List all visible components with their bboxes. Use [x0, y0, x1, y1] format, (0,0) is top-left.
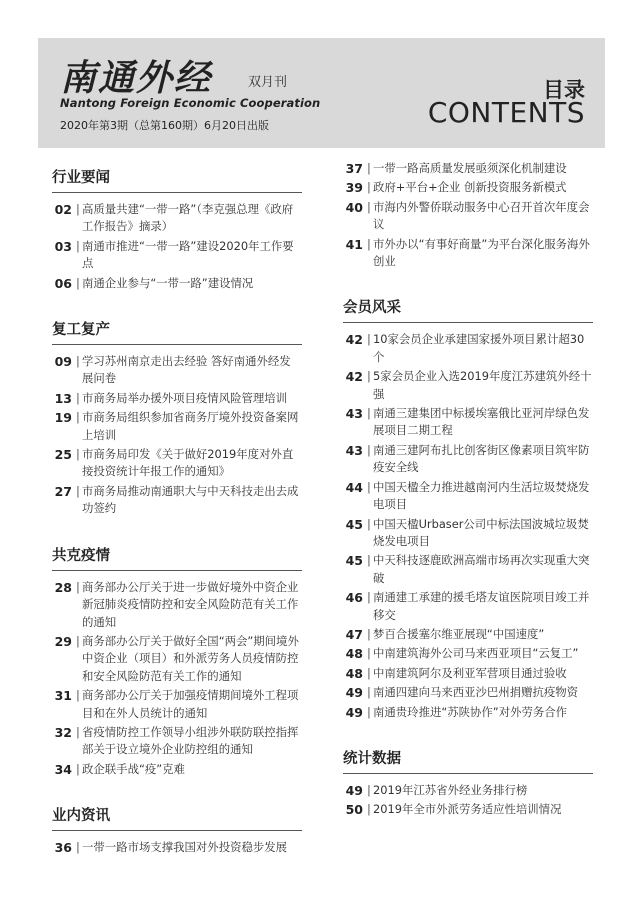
separator: | — [76, 761, 80, 776]
toc-entry[interactable] — [343, 479, 593, 514]
entry-title: 2019年全市外派劳务适应性培训情况 — [373, 802, 562, 817]
toc-entry[interactable] — [343, 665, 593, 682]
entry-title: 梦百合援塞尔维亚展现“中国速度” — [373, 626, 545, 641]
separator: | — [76, 483, 80, 498]
page-number: 27 — [54, 483, 72, 499]
entry-title: 学习苏州南京走出去经验 答好南通外经发展问卷 — [82, 354, 291, 386]
section-gap — [52, 294, 302, 312]
separator: | — [76, 724, 80, 739]
page-number: 25 — [54, 447, 72, 463]
page-number: 06 — [54, 275, 72, 291]
entry-title: 5家会员企业入选2019年度江苏建筑外经十强 — [373, 369, 592, 401]
toc-entry[interactable] — [343, 160, 593, 177]
toc-entry[interactable] — [343, 199, 593, 234]
toc-entry[interactable] — [52, 724, 302, 759]
separator: | — [367, 406, 371, 421]
entry-title: 南通贵玲推进“苏陕协作”对外劳务合作 — [373, 704, 568, 719]
entry-title: 市海内外警侨联动服务中心召开首次年度会议 — [373, 199, 590, 232]
separator: | — [76, 447, 80, 462]
separator: | — [367, 553, 371, 568]
page-number: 28 — [54, 579, 72, 595]
page-number: 42 — [345, 332, 363, 348]
entry-title: 中南建筑阿尔及利亚军营项目通过验收 — [373, 665, 567, 680]
separator: | — [367, 479, 371, 494]
separator: | — [367, 646, 371, 661]
entry-title: 南通三建阿布扎比创客街区像素项目筑牢防疫安全线 — [373, 442, 590, 475]
entry-title: 中天科技逐鹿欧洲高端市场再次实现重大突破 — [373, 553, 590, 585]
toc-entry[interactable] — [52, 390, 302, 407]
entry-title: 中国天楹Urbaser公司中标法国波城垃圾焚烧发电项目 — [373, 516, 589, 548]
toc-entry[interactable] — [52, 687, 302, 722]
magazine-title-en: Nantong Foreign Economic Cooperation — [60, 96, 321, 110]
page-number: 49 — [345, 782, 363, 798]
separator: | — [76, 410, 80, 425]
magazine-logo: 南通外经 — [60, 57, 213, 99]
separator: | — [76, 202, 80, 216]
contents-left-column — [52, 160, 302, 859]
entry-title: 市商务局组织参加省商务厅境外投资备案网上培训 — [82, 410, 299, 442]
entry-title: 政企联手战“疫”克难 — [82, 761, 185, 776]
toc-entry[interactable] — [343, 516, 593, 551]
page-number: 48 — [345, 646, 363, 662]
separator: | — [367, 802, 371, 817]
entry-title: 政府+平台+企业 创新投资服务新模式 — [373, 180, 567, 195]
page-number: 47 — [345, 626, 363, 642]
page-number: 39 — [345, 180, 363, 196]
separator: | — [76, 579, 80, 594]
toc-entry[interactable] — [343, 645, 593, 662]
separator: | — [367, 332, 371, 347]
page-number: 09 — [54, 354, 72, 370]
separator: | — [367, 665, 371, 680]
entry-title: 南通三建集团中标援埃塞俄比亚河岸绿色发展项目二期工程 — [373, 406, 590, 438]
toc-entry[interactable] — [52, 409, 302, 444]
page-number: 49 — [345, 704, 363, 720]
page-number: 34 — [54, 761, 72, 777]
toc-entry[interactable] — [52, 238, 302, 273]
toc-entry[interactable] — [52, 839, 302, 856]
page-number: 31 — [54, 688, 72, 704]
separator: | — [76, 633, 80, 648]
toc-entry[interactable] — [52, 761, 302, 778]
page-number: 45 — [345, 516, 363, 532]
entry-title: 高质量共建“一带一路”（李克强总理《政府工作报告》摘录） — [82, 202, 294, 234]
entry-title: 商务部办公厅关于进一步做好境外中资企业新冠肺炎疫情防控和安全风险防范有关工作的通知 — [82, 579, 299, 629]
separator: | — [367, 516, 371, 531]
section-gap — [343, 723, 593, 741]
contents-heading-cn: 目录 — [543, 78, 585, 102]
separator: | — [76, 238, 80, 253]
section-gap — [52, 780, 302, 798]
page-number: 13 — [54, 390, 72, 406]
separator: | — [367, 704, 371, 719]
page-number: 46 — [345, 590, 363, 606]
issue-info: 2020年第3期（总第160期）6月20日出版 — [60, 119, 269, 132]
page-number: 40 — [345, 199, 363, 215]
page-number: 03 — [54, 238, 72, 254]
toc-entry[interactable] — [52, 483, 302, 518]
page-number: 50 — [345, 802, 363, 818]
page-number: 37 — [345, 161, 363, 176]
contents-heading-en: CONTENTS — [427, 96, 585, 129]
entry-title: 10家会员企业承建国家援外项目累计超30个 — [373, 332, 585, 364]
toc-entry[interactable] — [343, 368, 593, 403]
toc-entry[interactable] — [343, 442, 593, 477]
entry-title: 市商务局举办援外项目疫情风险管理培训 — [82, 390, 288, 405]
page-number: 43 — [345, 406, 363, 422]
page-number: 49 — [345, 685, 363, 701]
toc-entry[interactable] — [343, 704, 593, 721]
toc-entry[interactable] — [52, 201, 302, 236]
section-title: 统计数据 — [343, 741, 593, 774]
toc-entry[interactable] — [343, 331, 593, 366]
page-number: 41 — [345, 236, 363, 252]
separator: | — [76, 840, 80, 855]
entry-title: 南通建工承建的援毛塔友谊医院项目竣工并移交 — [373, 590, 590, 622]
entry-title: 南通市推进“一带一路”建设2020年工作要点 — [82, 238, 294, 271]
toc-entry[interactable] — [52, 633, 302, 685]
separator: | — [367, 236, 371, 251]
entry-title: 南通企业参与“一带一路”建设情况 — [82, 275, 254, 290]
page-number: 02 — [54, 202, 72, 217]
separator: | — [367, 161, 371, 175]
page-number: 48 — [345, 665, 363, 681]
toc-entry[interactable] — [343, 626, 593, 643]
page-number: 43 — [345, 442, 363, 458]
separator: | — [76, 275, 80, 290]
page-number: 45 — [345, 553, 363, 569]
toc-entry[interactable] — [52, 353, 302, 388]
separator: | — [367, 626, 371, 641]
entry-title: 商务部办公厅关于做好全国“两会”期间境外中资企业（项目）和外派劳务人员疫情防控和安全风险防范有关工作的通知 — [82, 633, 299, 683]
entry-title: 市外办以“有事好商量”为平台深化服务海外创业 — [373, 236, 590, 269]
separator: | — [367, 180, 371, 195]
entry-title: 中国天楹全力推进越南河内生活垃圾焚烧发电项目 — [373, 479, 590, 512]
masthead — [38, 38, 605, 148]
toc-entry[interactable] — [343, 179, 593, 196]
entry-title: 商务部办公厅关于加强疫情期间境外工程项目和在外人员统计的通知 — [82, 688, 299, 720]
section-title: 复工复产 — [52, 312, 302, 345]
separator: | — [76, 354, 80, 369]
toc-entry[interactable] — [343, 782, 593, 799]
contents-right-column — [343, 160, 593, 821]
publication-frequency: 双月刊 — [248, 75, 288, 90]
entry-title: 南通四建向马来西亚沙巴州捐赠抗疫物资 — [373, 685, 579, 700]
section-title: 行业要闻 — [52, 160, 302, 193]
toc-entry[interactable] — [343, 405, 593, 440]
entry-title: 省疫情防控工作领导小组涉外联防联控指挥部关于设立境外企业防控组的通知 — [82, 724, 299, 757]
entry-title: 中南建筑海外公司马来西亚项目“云复工” — [373, 646, 579, 661]
toc-entry[interactable] — [52, 446, 302, 481]
separator: | — [76, 688, 80, 703]
entry-title: 2019年江苏省外经业务排行榜 — [373, 782, 528, 797]
section-title: 共克疫情 — [52, 538, 302, 571]
section-title: 业内资讯 — [52, 798, 302, 831]
toc-entry[interactable] — [343, 552, 593, 587]
separator: | — [367, 782, 371, 797]
page-number: 36 — [54, 840, 72, 856]
separator: | — [367, 442, 371, 457]
separator: | — [367, 685, 371, 700]
separator: | — [367, 369, 371, 384]
section-gap — [343, 272, 593, 290]
toc-entry[interactable] — [343, 801, 593, 818]
toc-entry[interactable] — [343, 236, 593, 271]
toc-entry[interactable] — [52, 579, 302, 631]
toc-entry[interactable] — [343, 684, 593, 701]
entry-title: 市商务局推动南通职大与中天科技走出去成功签约 — [82, 483, 299, 516]
separator: | — [76, 390, 80, 405]
page-number: 29 — [54, 633, 72, 649]
entry-title: 一带一路市场支撑我国对外投资稳步发展 — [82, 840, 288, 855]
separator: | — [367, 199, 371, 214]
toc-entry[interactable] — [52, 275, 302, 292]
page-number: 19 — [54, 410, 72, 426]
entry-title: 市商务局印发《关于做好2019年度对外直接投资统计年报工作的通知》 — [82, 447, 294, 479]
toc-entry[interactable] — [343, 589, 593, 624]
page-number: 44 — [345, 479, 363, 495]
entry-title: 一带一路高质量发展亟须深化机制建设 — [373, 161, 567, 175]
section-gap — [52, 520, 302, 538]
section-title: 会员风采 — [343, 290, 593, 323]
separator: | — [367, 590, 371, 605]
page-number: 42 — [345, 369, 363, 385]
page-number: 32 — [54, 724, 72, 740]
